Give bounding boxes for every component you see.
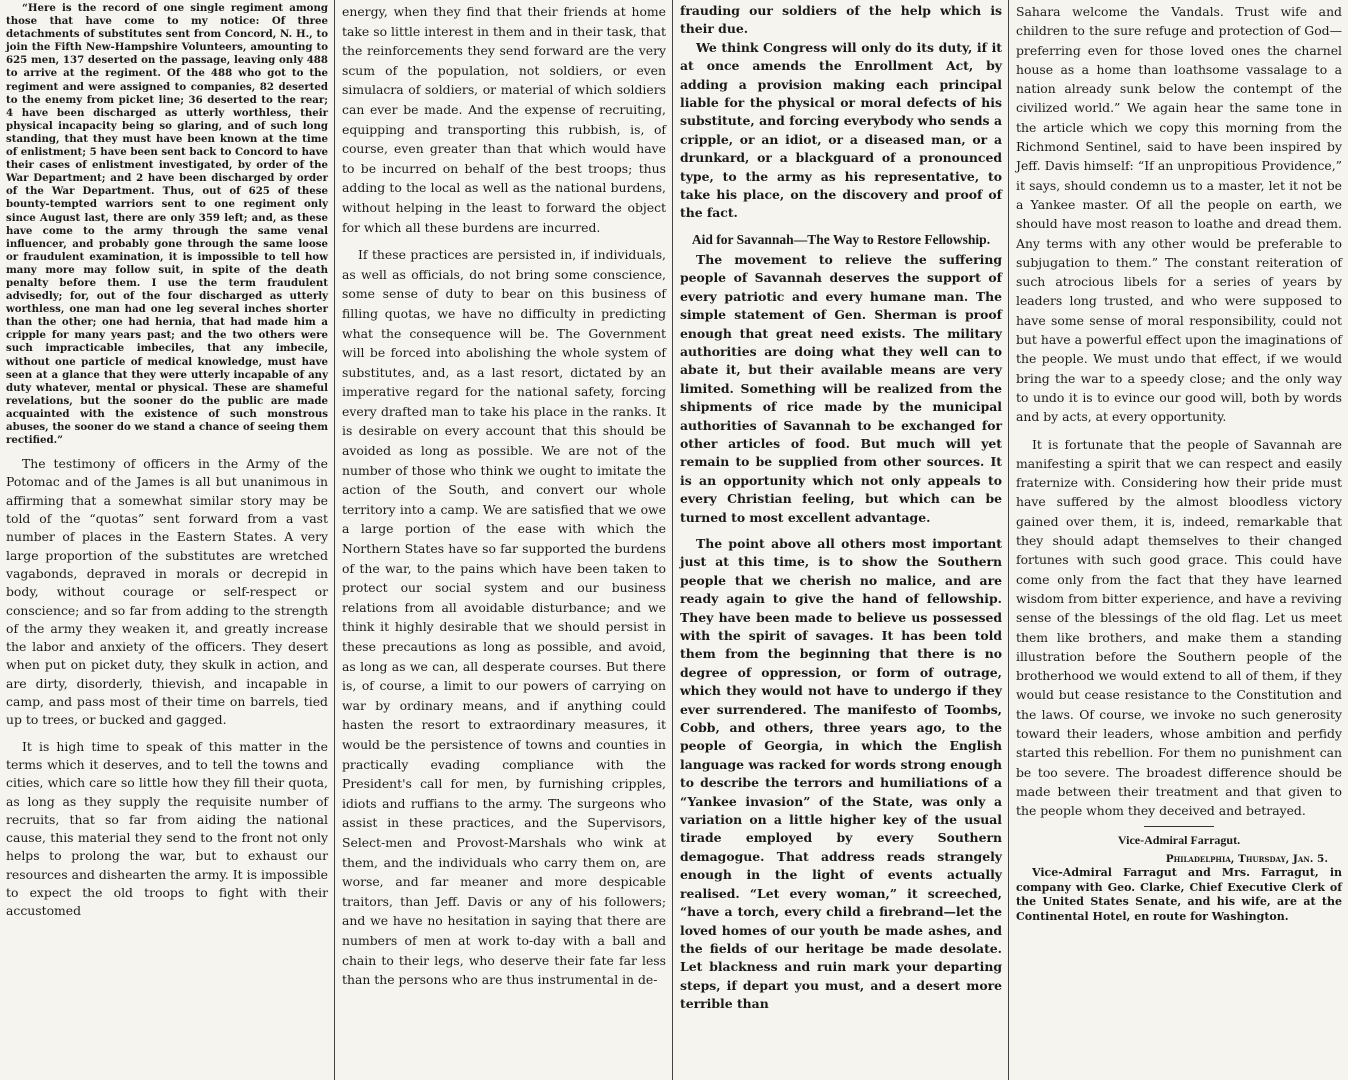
paragraph-continuation: Sahara welcome the Vandals. Trust wife and children to the sure refuge and protection of God—preferring even for those loved ones the charnel house as a home than loathsome vassalage to a nation already sunk below the contempt of the civilized world.” We again hear the same tone in the article which we copy this morning from the Richmond Sentinel, said to have been inspired by Jeff. Davis himself: “If an unpropitious Providence,” it says, should condemn us to a master, let it not be a Yankee master. Of all the people on earth, we should have most reason to loathe and dread them. Any terms with any other would be preferable to subjugation to them.” The constant reiteration of such atrocious libels for a series of years by leaders long trusted, and who were supposed to have some sense of moral responsibility, could not but have a powerful effect upon the imaginations of the people. We must undo that effect, if we would bring the war to a speedy close; and the only way to undo it is to evince our good will, both by words and by acts, at every opportunity. — [1016, 4, 1342, 425]
quoted-regiment-record: “Here is the record of one single regiment among those that have come to my notice: Of three detachments of substitutes sent from Concord, N. H., to join the Fifth New-Hampshire Volunteers, amounting to 625 men, 137 deserted on the passage, leaving only 488 to arrive at the regiment. Of the 488 who got to the regiment and were assigned to companies, 82 deserted to the enemy from picket line; 36 deserted to the rear; 4 have been discharged as utterly worthless, their physical incapacity being so glaring, and of such long standing, that they must have been known at the time of enlistment; 5 have been sent back to Concord to have their cases of enlistment investigated, by order of the War Department; and 2 have been discharged by order of the War Department. Thus, out of 625 of these bounty-tempted warriors sent to one regiment only since August last, there are only 359 left; and, as these have come to the army through the same venal influencer, and probably gone through the same loose or fraudulent examination, it is impossible to tell how many more may follow suit, in spite of the death penalty before them. I use the term fraudulent advisedly; for, out of the four discharged as utterly worthless, one man had one leg several inches shorter than the other; one had hernia, that had made him a cripple for many years past; and the two others were such impracticable imbeciles, that any imbecile, without one particle of medical knowledge, must have seen at a glance that they were utterly incapable of any duty whatever, mental or physical. These are shameful revelations, but the sooner do the public are made acquainted with the existence of such monstrous abuses, the sooner do we stand a chance of seeing them rectified.” — [6, 2, 328, 447]
column-rule — [672, 0, 673, 1080]
column-4 — [1010, 0, 1348, 1080]
section-divider — [1144, 826, 1214, 827]
article-heading-savannah: Aid for Savannah—The Way to Restore Fellowship. — [691, 231, 991, 247]
paragraph-congress-duty: We think Congress will only do its duty, if it at once amends the Enrollment Act, by adding a provision making each principal liable for the physical or moral defects of his substitute, and forcing everybody who sends a cripple, or an idiot, or a diseased man, or a drunkard, or a blackguard of a pronounced type, to the army as his representative, to take his place, on the discovery and proof of the fact. — [680, 39, 1002, 221]
paragraph-continuation: energy, when they find that their friends at home take so little interest in them and in their task, that the reinforcements they send forward are the very scum of the population, not soldiers, or even simulacra of soldiers, or material of which soldiers can ever be made. And the expense of recruiting, equipping and transporting this rubbish, is, of course, even greater than that which would have to be incurred on behalf of the best troops; thus adding to the local as well as the national burdens, without helping in the least to forward the object for which all these burdens are incurred. — [342, 4, 666, 235]
paragraph-relieve-savannah: The movement to relieve the suffering people of Savannah deserves the support of every patriotic and every humane man. The simple statement of Gen. Sherman is proof enough that great need exists. The military authorities are doing what they well can to abate it, but their available means are very limited. Something will be realized from the shipments of rice made by the municipal authorities of Savannah to be exchanged for other articles of food. But much will yet remain to be supplied from other sources. It is an opportunity which not only appeals to every Christian feeling, but which can be turned to most excellent advantage. — [680, 251, 1002, 525]
paragraph-farragut: Vice-Admiral Farragut and Mrs. Farragut, in company with Geo. Clarke, Chief Executive Clerk of the United States Senate, and his wife, are at the Continental Hotel, en route for Washington. — [1016, 866, 1342, 923]
article-heading-farragut: Vice-Admiral Farragut. — [1117, 833, 1241, 848]
paragraph-army-testimony: The testimony of officers in the Army of the Potomac and of the James is all but unanimous in affirming that a somewhat similar story may be told of the “quotas” sent forward from a vast number of places in the Eastern States. A very large proportion of the substitutes are wretched vagabonds, depraved in morals or decrepid in body, without courage or self-respect or conscience; and so far from adding to the strength of the army they weaken it, and greatly increase the labor and anxiety of the officers. They desert when put on picket duty, they skulk in action, and are dirty, disorderly, thievish, and incapable in camp, and pass most of their time on barrels, tied up to trees, or bucked and gagged. — [6, 456, 328, 728]
column-2 — [336, 0, 672, 1080]
paragraph-continuation: frauding our soldiers of the help which is their due. — [680, 3, 1002, 37]
column-3 — [674, 0, 1008, 1080]
column-1 — [0, 0, 334, 1080]
column-rule — [334, 0, 335, 1080]
paragraph-high-time: It is high time to speak of this matter in the terms which it deserves, and to tell the towns and cities, which care so little how they fill their quota, as long as they supply the requisite number of recruits, that so far from aiding the national cause, this material they send to the front not only helps to prolong the war, but to exhaust our resources and dishearten the army. It is impossible to expect the old troops to fight with their accustomed — [6, 738, 328, 919]
paragraph-fortunate: It is fortunate that the people of Savannah are manifesting a spirit that we can respect and easily fraternize with. Considering how their pride must have suffered by the almost bloodless victory gained over them, it is, indeed, remarkable that they should adapt themselves to their changed fortunes with such good grace. This could have come only from the fact that they have learned wisdom from bitter experience, and have a reviving sense of the blessings of the old flag. Let us meet them like brothers, and make them a standing illustration before the Southern people of the brotherhood we would extend to all of them, if they would but cease resistance to the Constitution and the laws. Of course, we invoke no such generosity toward their leaders, whose ambition and perfidy started this rebellion. For them no punishment can be too severe. The broadest difference should be made between their treatment and that given to the people whom they deceived and betrayed. — [1016, 436, 1342, 819]
paragraph-practices-persisted: If these practices are persisted in, if individuals, as well as officials, do not bring some conscience, some sense of duty to bear on this business of filling quotas, we have no difficulty in predicting what the consequence will be. The Government will be forced into abolishing the whole system of substitutes, and, as a last resort, dictated by an imperative regard for the national safety, forcing every drafted man to take his place in the ranks. It is desirable on every account that this should be avoided as long as possible. We are not of the number of those who think we ought to imitate the action of the South, and convert our whole territory into a camp. We are satisfied that we owe a large portion of the ease with which the Northern States have so far supported the burdens of the war, to the pains which have been taken to protect our social system and our business relations from all avoidable disturbance; and we think it highly desirable that we should persist in these precautions as long as possible, and avoid, as long as we can, all desperate courses. But there is, of course, a limit to our powers of carrying on war by ordinary means, and if anything could hasten the resort to extraordinary measures, it would be the persistence of towns and counties in practically evading compliance with the President's call for men, by furnishing cripples, idiots and ruffians to the army. The surgeons who assist in these practices, and the Supervisors, Select-men and Provost-Marshals who wink at them, and the individuals who carry them on, are worse, and far meaner and more despicable traitors, than Jeff. Davis or any of his followers; and we have no hesitation in saying that there are numbers of men at work to-day with a ball and chain to their legs, who deserve their fate far less than the persons who are thus instrumental in de- — [342, 247, 666, 988]
paragraph-southern-people: The point above all others most important just at this time, is to show the Southern people that we cherish no malice, and are ready again to give the hand of fellowship. They have been made to believe us possessed with the spirit of savages. It has been told them from the beginning that there is no degree of oppression, or form of outrage, which they would not have to undergo if they ever surrendered. The manifesto of Toombs, Cobb, and others, three years ago, to the people of Georgia, in which the English language was racked for words strong enough to describe the terrors and humiliations of a “Yankee invasion” of the State, was only a variation on a little higher key of the usual tirade employed by every Southern demagogue. That address reads strangely enough in the light of events actually realised. “Let every woman,” it screeched, “have a torch, every child a firebrand—let the loved homes of our youth be made ashes, and the fields of our heritage be made desolate. Let blackness and ruin mark your departing steps, if depart you must, and a desert more terrible than — [680, 535, 1002, 1012]
dateline: Philadelphia, Thursday, Jan. 5. — [1165, 853, 1328, 866]
column-rule — [1008, 0, 1009, 1080]
